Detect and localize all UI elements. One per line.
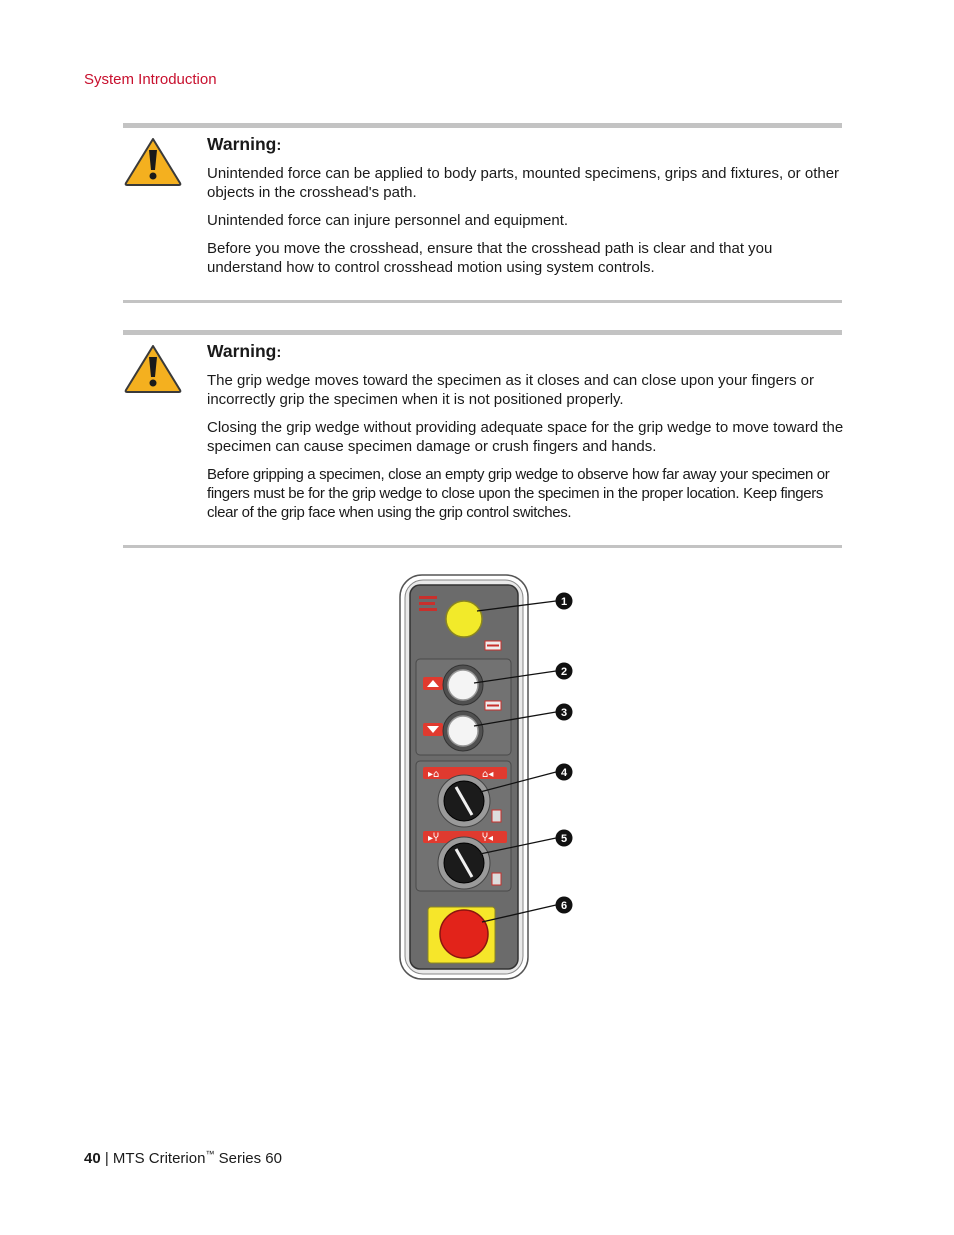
warning-paragraph: Before you move the crosshead, ensure that the crosshead path is clear and that you understand how to control crosshead motion using system controls. xyxy=(207,240,773,276)
callout-3 xyxy=(556,704,573,721)
warning-paragraph: Unintended force can injure personnel and equipment. xyxy=(207,212,569,229)
warning-bottom-rule xyxy=(123,545,842,548)
grip-open-icon: ▸Ⴤ xyxy=(428,833,439,844)
page-footer xyxy=(84,1149,282,1167)
warning-paragraph: The grip wedge moves toward the specimen as it closes and can close upon your fingers or incorrectly grip the specimen when it is not positioned properly. xyxy=(207,372,814,408)
grip-open-icon: ▸⌂ xyxy=(428,769,440,780)
grip-close-icon: Ⴤ◂ xyxy=(482,833,493,844)
warning-bottom-rule xyxy=(123,300,842,303)
warning-title: Warning: xyxy=(207,134,282,154)
trademark-symbol: ™ xyxy=(205,1149,215,1159)
emergency-stop-button[interactable] xyxy=(440,910,488,958)
small-red-label-icon xyxy=(419,596,437,611)
emergency-stop-section xyxy=(428,907,495,963)
callout-6 xyxy=(556,897,573,914)
handset-control-panel-figure xyxy=(398,573,588,983)
svg-text:4: 4 xyxy=(560,767,568,779)
warning-top-rule xyxy=(123,330,842,335)
svg-text:6: 6 xyxy=(560,900,568,912)
warning-title: Warning: xyxy=(207,341,282,361)
svg-text:5: 5 xyxy=(560,833,568,845)
warning-triangle-icon xyxy=(124,343,182,394)
callout-5 xyxy=(556,830,573,847)
callout-2 xyxy=(556,663,573,680)
callout-1 xyxy=(556,593,573,610)
crosshead-up-button[interactable] xyxy=(448,670,478,700)
crosshead-lock-icon xyxy=(485,701,501,710)
product-name: | MTS Criterion xyxy=(100,1150,206,1167)
crosshead-down-button[interactable] xyxy=(448,716,478,746)
page-number: 40 xyxy=(84,1150,101,1167)
svg-text:1: 1 xyxy=(560,596,568,608)
section-header: System Introduction xyxy=(84,71,217,88)
svg-text:3: 3 xyxy=(560,707,568,719)
warning-triangle-icon xyxy=(124,136,182,187)
warning-paragraph: Before gripping a specimen, close an empty grip wedge to observe how far away your specimen or fingers must be for the grip wedge to close upon the specimen in the proper location. Keep fingers clear of the grip face when using the grip control switches. xyxy=(207,466,830,521)
warning-box-2 xyxy=(123,330,842,549)
grip-pressure-icon xyxy=(492,810,501,822)
warning-paragraph: Closing the grip wedge without providing adequate space for the grip wedge to move toward the specimen can cause specimen damage or crush fingers and hands. xyxy=(207,419,844,455)
svg-text:2: 2 xyxy=(560,666,568,678)
warning-box-1 xyxy=(123,123,842,304)
warning-paragraph: Unintended force can be applied to body parts, mounted specimens, grips and fixtures, or other objects in the crosshead's path. xyxy=(207,165,840,201)
product-series: Series 60 xyxy=(214,1150,282,1167)
callout-4 xyxy=(556,764,573,781)
grip-pressure-icon xyxy=(492,873,501,885)
crosshead-lock-icon xyxy=(485,641,501,650)
grip-close-icon: ⌂◂ xyxy=(482,769,494,780)
warning-top-rule xyxy=(123,123,842,128)
yellow-pushbutton[interactable] xyxy=(446,601,482,637)
